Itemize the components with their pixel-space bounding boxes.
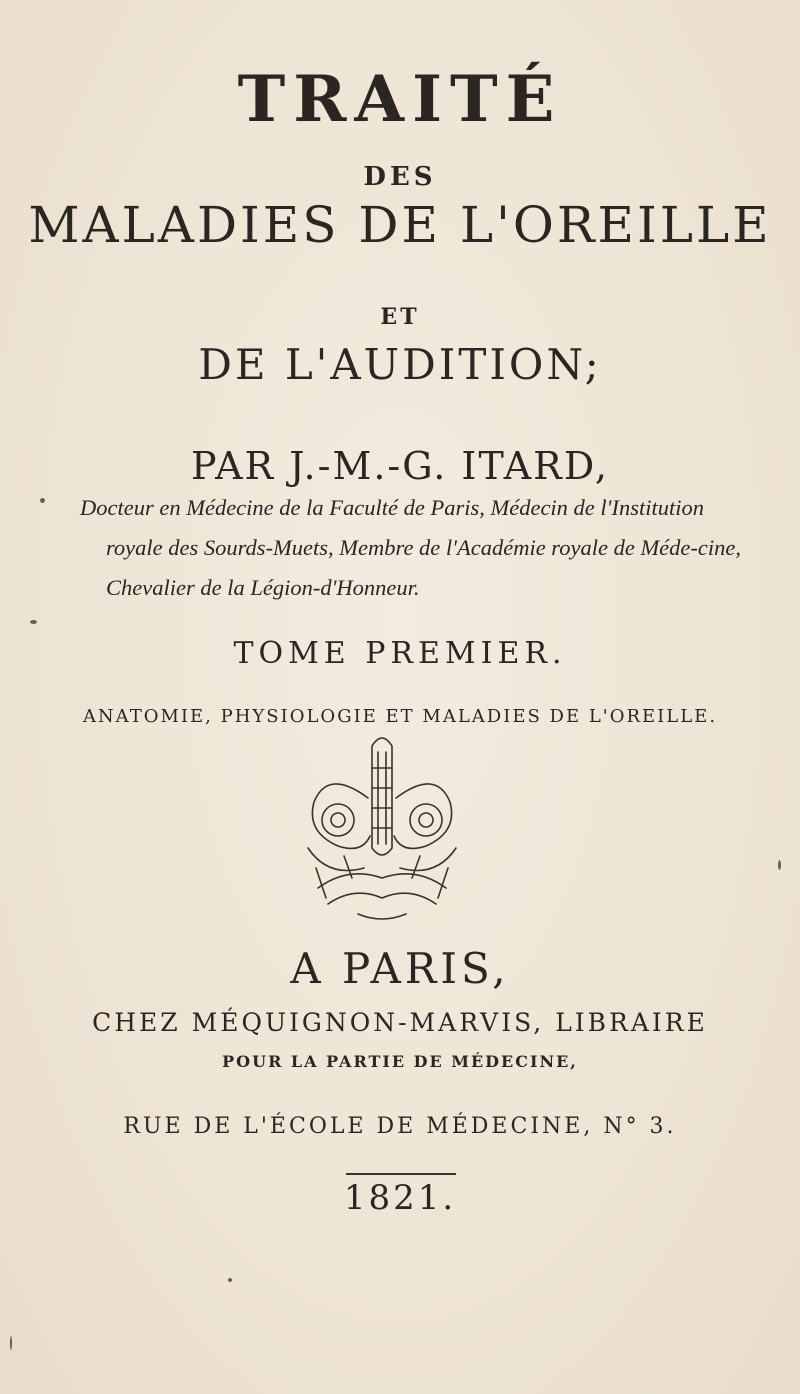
- volume-label: TOME PREMIER.: [233, 636, 567, 671]
- paper-speck: [778, 860, 781, 870]
- book-subject: MALADIES DE L'OREILLE: [28, 196, 772, 254]
- author-name: PAR J.-M.-G. ITARD,: [191, 444, 609, 488]
- publisher-name: CHEZ MÉQUIGNON-MARVIS, LIBRAIRE: [92, 1008, 708, 1037]
- paper-speck: [228, 1278, 232, 1282]
- paper-speck: [10, 1336, 12, 1350]
- paper-speck: [40, 498, 45, 503]
- publisher-detail: POUR LA PARTIE DE MÉDECINE,: [222, 1052, 578, 1071]
- publication-city: A PARIS,: [290, 944, 510, 993]
- author-credentials: Docteur en Médecine de la Faculté de Paris, Médecin de l'Institution royale des Sourds-Muets, Membre de l'Académie royale de Méde-cine, Chevalier de la Légion-d'Honneur.: [80, 495, 741, 600]
- divider-rule: [346, 1173, 456, 1175]
- publisher-address: RUE DE L'ÉCOLE DE MÉDECINE, N° 3.: [123, 1114, 677, 1139]
- paper-speck: [30, 620, 37, 624]
- publication-year: 1821.: [343, 1178, 457, 1218]
- publisher-ornament-icon: [268, 728, 496, 928]
- title-des: DES: [363, 162, 437, 192]
- book-subject-2: DE L'AUDITION;: [198, 340, 602, 389]
- title-et: ET: [380, 304, 420, 330]
- volume-subtitle: ANATOMIE, PHYSIOLOGIE ET MALADIES DE L'OREILLE.: [82, 706, 718, 727]
- book-title: TRAITÉ: [237, 62, 563, 137]
